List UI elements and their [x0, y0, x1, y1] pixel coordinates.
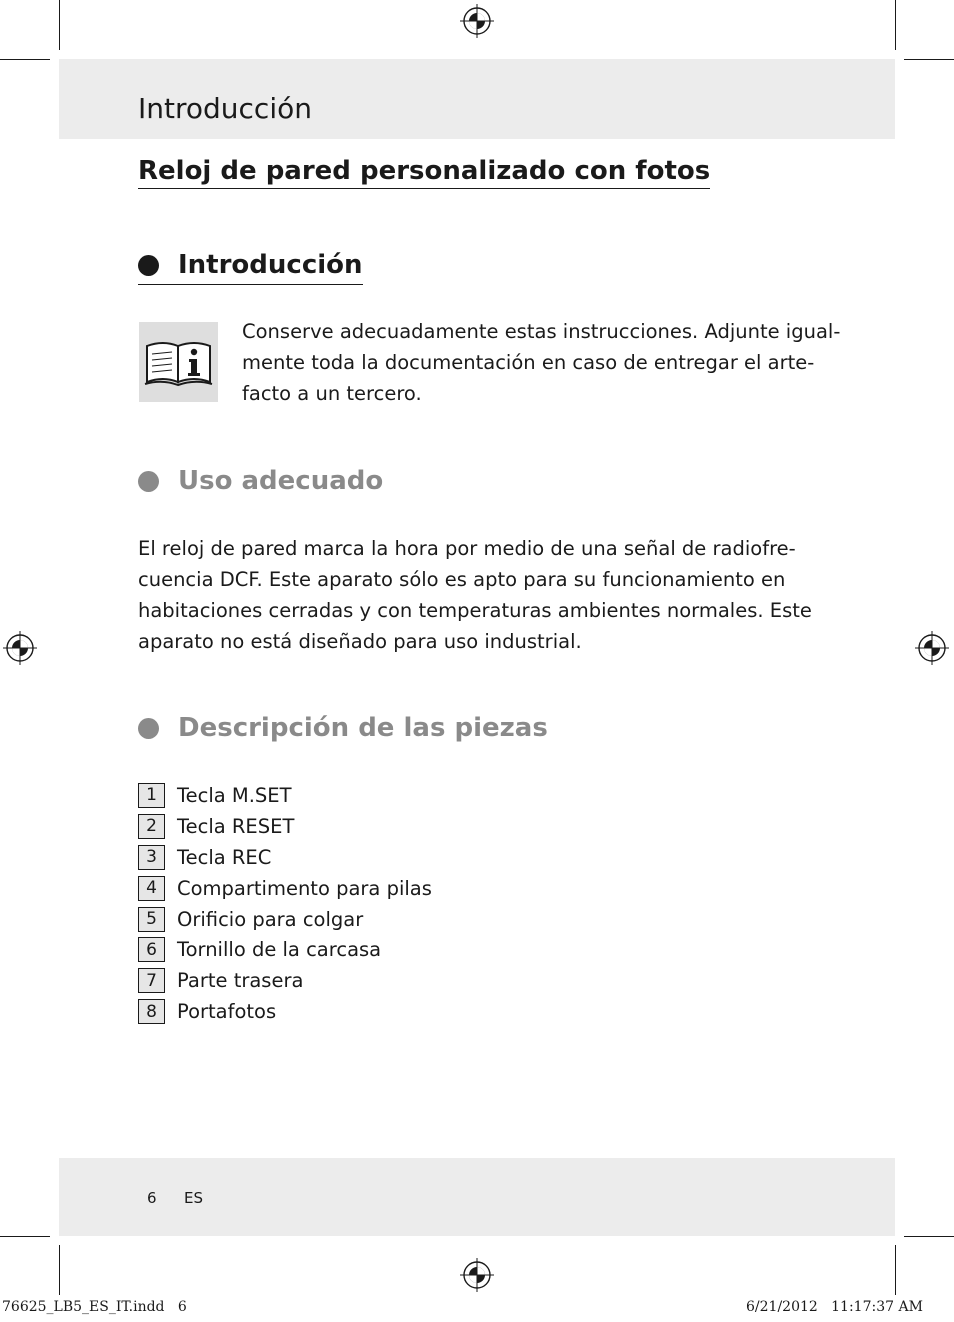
- part-number-box: 3: [138, 845, 165, 870]
- part-label: Tecla RESET: [177, 814, 295, 838]
- part-number-box: 6: [138, 937, 165, 962]
- registration-mark-icon: [3, 631, 37, 665]
- part-number-box: 2: [138, 814, 165, 839]
- notice-line: Conserve adecuadamente estas instrucciones. Adjunte igual-: [242, 320, 841, 343]
- registration-mark-icon: [460, 1258, 494, 1292]
- list-item: [138, 780, 432, 811]
- part-label: Compartimento para pilas: [177, 876, 432, 900]
- crop-mark-bottom-right-horizontal: [904, 1236, 954, 1237]
- list-item: [138, 904, 432, 935]
- part-number-box: 4: [138, 876, 165, 901]
- document-title: Reloj de pared personalizado con fotos: [138, 156, 710, 189]
- registration-mark-icon: [460, 4, 494, 38]
- part-label: Tornillo de la carcasa: [177, 938, 382, 962]
- crop-mark-bottom-left-vertical: [59, 1245, 60, 1295]
- header-section-title: Introducción: [138, 92, 312, 125]
- crop-mark-top-left-horizontal: [0, 59, 50, 60]
- part-number-box: 1: [138, 783, 165, 808]
- safekeeping-notice: [242, 316, 840, 409]
- page-number: 6: [147, 1189, 157, 1207]
- section-intended-use: [138, 466, 383, 496]
- bullet-icon: [138, 718, 159, 739]
- usage-line: cuencia DCF. Este aparato sólo es apto para su funcionamiento en: [138, 568, 786, 591]
- part-label: Orificio para colgar: [177, 907, 364, 931]
- list-item: [138, 996, 432, 1027]
- intended-use-text: [138, 533, 812, 657]
- bullet-icon: [138, 471, 159, 492]
- language-code: ES: [184, 1189, 203, 1207]
- crop-mark-top-left-vertical: [59, 0, 60, 50]
- print-slug-file: 76625_LB5_ES_IT.indd 6: [2, 1299, 187, 1315]
- crop-mark-bottom-left-horizontal: [0, 1236, 50, 1237]
- part-number-box: 5: [138, 907, 165, 932]
- part-label: Parte trasera: [177, 969, 304, 993]
- print-slug-datetime: 6/21/2012 11:17:37 AM: [746, 1299, 923, 1315]
- crop-mark-top-right-horizontal: [904, 59, 954, 60]
- registration-mark-icon: [915, 631, 949, 665]
- part-label: Tecla REC: [177, 845, 272, 869]
- section-heading: Uso adecuado: [178, 466, 384, 496]
- part-label: Portafotos: [177, 1000, 277, 1024]
- info-book-icon: [139, 322, 218, 402]
- part-number-box: 8: [138, 999, 165, 1024]
- notice-line: facto a un tercero.: [242, 382, 422, 405]
- list-item: [138, 873, 432, 904]
- info-box: [139, 322, 218, 402]
- bullet-icon: [138, 255, 159, 276]
- section-parts-description: [138, 713, 548, 743]
- section-heading: Descripción de las piezas: [178, 713, 548, 743]
- section-introduction: [138, 250, 363, 285]
- usage-line: El reloj de pared marca la hora por medio de una señal de radiofre-: [138, 537, 796, 560]
- part-label: Tecla M.SET: [177, 783, 292, 807]
- crop-mark-bottom-right-vertical: [895, 1245, 896, 1295]
- section-heading: Introducción: [178, 250, 363, 280]
- parts-list: [138, 780, 432, 1027]
- list-item: [138, 842, 432, 873]
- list-item: [138, 965, 432, 996]
- list-item: [138, 811, 432, 842]
- usage-line: aparato no está diseñado para uso industrial.: [138, 630, 582, 653]
- list-item: [138, 934, 432, 965]
- notice-line: mente toda la documentación en caso de entregar el arte-: [242, 351, 815, 374]
- crop-mark-top-right-vertical: [895, 0, 896, 50]
- part-number-box: 7: [138, 968, 165, 993]
- usage-line: habitaciones cerradas y con temperaturas ambientes normales. Este: [138, 599, 812, 622]
